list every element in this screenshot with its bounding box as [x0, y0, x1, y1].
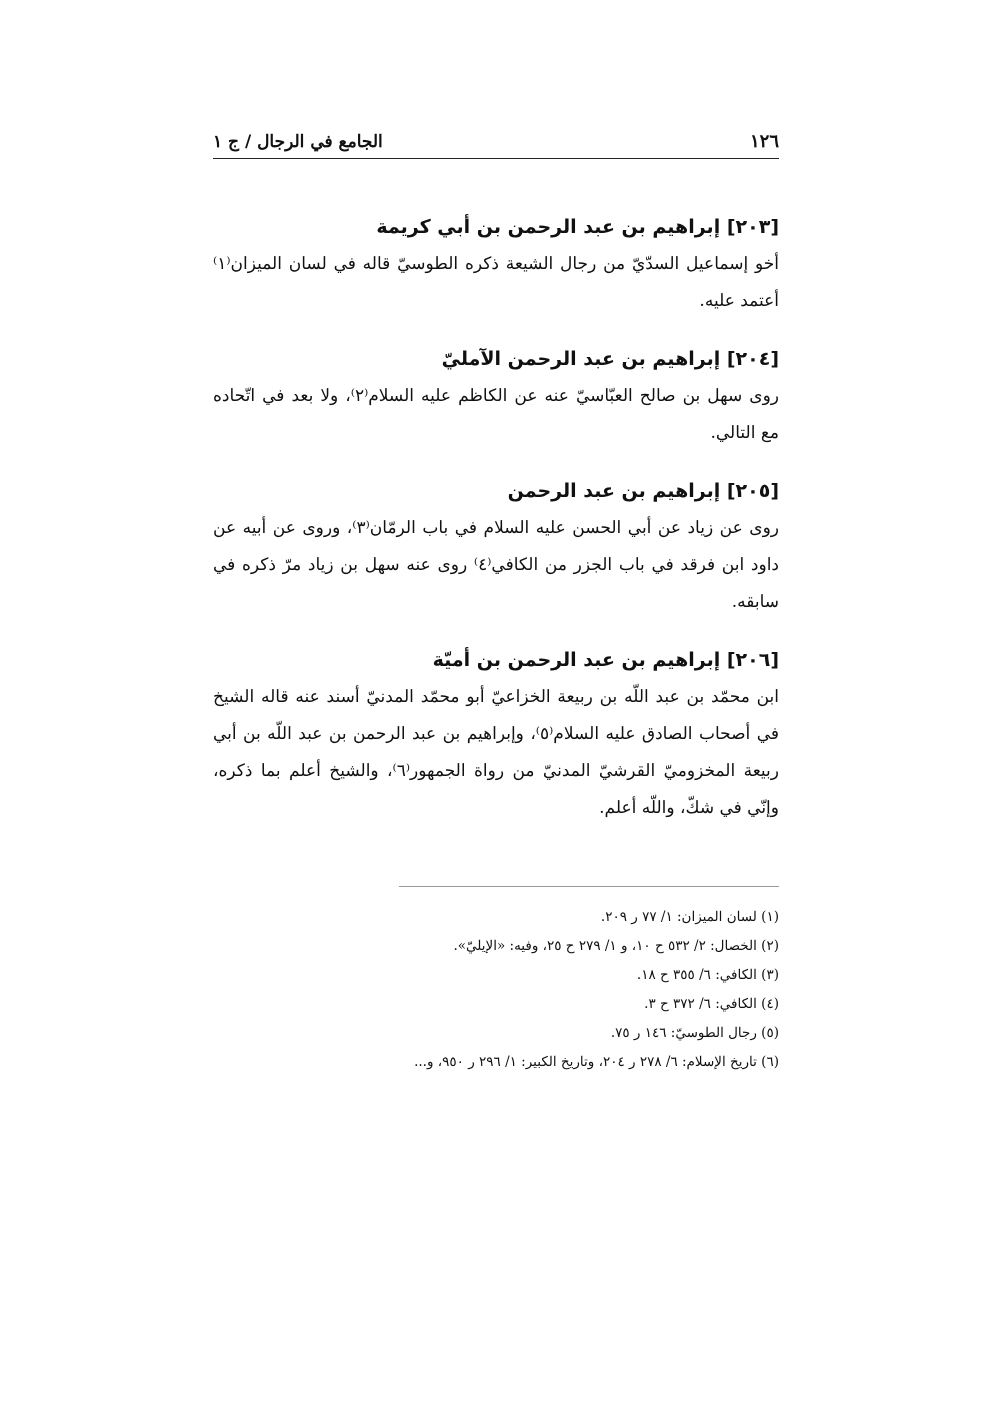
book-title: الجامع في الرجال / ج ١ — [213, 132, 383, 152]
entry-204 — [213, 342, 779, 452]
entry-heading: [٢٠٦] إبراهيم بن عبد الرحمن بن أميّة — [432, 649, 779, 671]
footnote-3: (٣) الكافي: ٦/ ٣٥٥ ح ١٨. — [636, 967, 779, 983]
entry-heading: [٢٠٣] إبراهيم بن عبد الرحمن بن أبي كريمة — [376, 216, 779, 238]
entry-body: أخو إسماعيل السدّيّ من رجال الشيعة ذكره الطوسيّ قاله في لسان الميزان⁽١⁾ أعتمد عليه. — [213, 254, 779, 311]
footnote-4: (٤) الكافي: ٦/ ٣٧٢ ح ٣. — [644, 996, 779, 1012]
entry-heading: [٢٠٤] إبراهيم بن عبد الرحمن الآمليّ — [441, 348, 779, 370]
footnote-5: (٥) رجال الطوسيّ: ١٤٦ ر ٧٥. — [610, 1025, 779, 1041]
entry-203 — [213, 210, 779, 320]
entry-205 — [213, 474, 779, 621]
entry-heading: [٢٠٥] إبراهيم بن عبد الرحمن — [507, 480, 779, 502]
footnote-6: (٦) تاريخ الإسلام: ٦/ ٢٧٨ ر ٢٠٤، وتاريخ الكبير: ١/ ٢٩٦ ر ٩٥٠، و... — [414, 1054, 779, 1070]
entry-206 — [213, 643, 779, 827]
footnote-2: (٢) الخصال: ٢/ ٥٣٢ ح ١٠، و ١/ ٢٧٩ ح ٢٥، وفيه: «الإيليّ». — [453, 938, 779, 954]
entry-body: ابن محمّد بن عبد اللّه بن ربيعة الخزاعيّ أبو محمّد المدنيّ أسند عنه قاله الشيخ في أصحاب الصادق عليه السلام⁽٥⁾، وإبراهيم بن عبد الرحمن بن عبد اللّه بن أبي ربيعة المخزوميّ القرشيّ المدنيّ من رواة الجمهور⁽٦⁾، والشيخ أعلم بما ذكره، وإنّي في شكّ، واللّه أعلم. — [213, 687, 779, 818]
footnotes-list — [213, 903, 779, 1077]
entry-body: روى سهل بن صالح العبّاسيّ عنه عن الكاظم عليه السلام⁽٢⁾، ولا بعد في اتّحاده مع التالي. — [213, 386, 780, 443]
entries-list — [213, 210, 779, 849]
entry-body: روى عن زياد عن أبي الحسن عليه السلام في باب الرمّان⁽٣⁾، وروى عن أبيه عن داود ابن فرقد في باب الجزر من الكافي⁽٤⁾ روى عنه سهل بن زياد مرّ ذكره في سابقه. — [213, 518, 779, 612]
document-page — [213, 0, 779, 1403]
footnote-1: (١) لسان الميزان: ١/ ٧٧ ر ٢٠٩. — [600, 909, 779, 925]
running-header — [213, 118, 779, 159]
page-number: ١٢٦ — [749, 131, 779, 152]
footnote-divider — [399, 886, 779, 887]
